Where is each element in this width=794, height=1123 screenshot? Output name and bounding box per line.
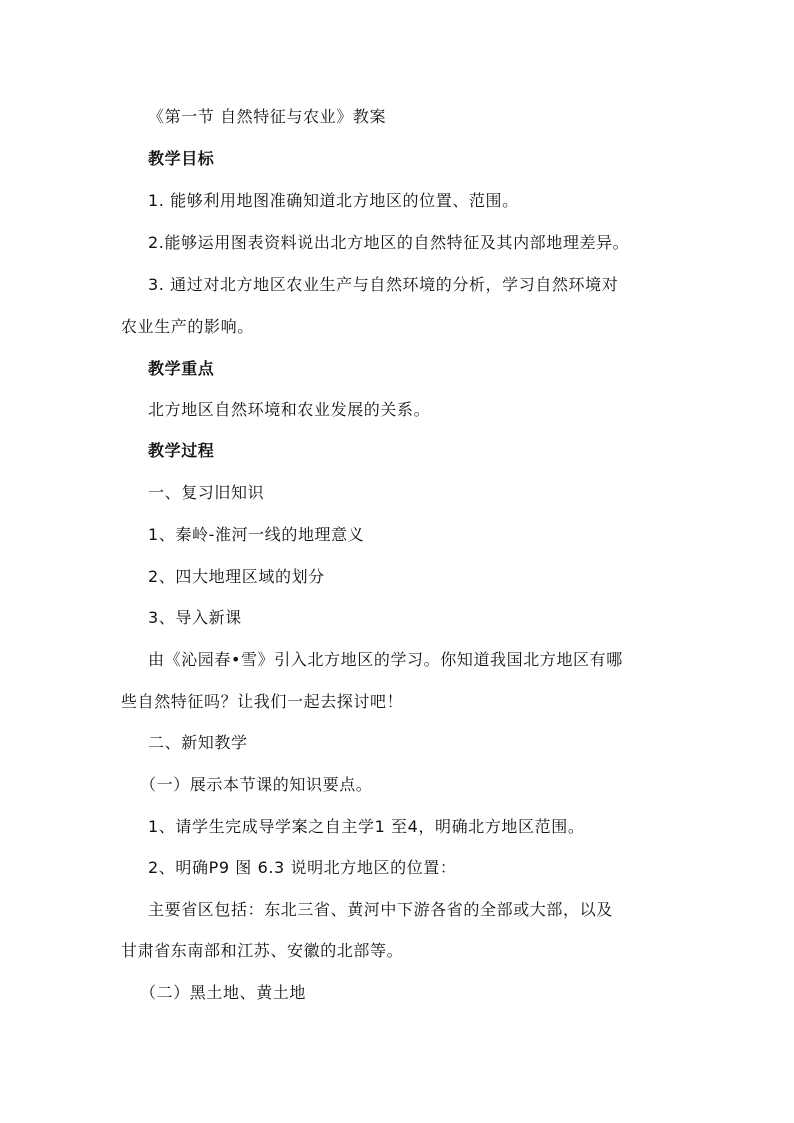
objective-item-1: 1. 能够利用地图准确知道北方地区的位置、范围。 (148, 191, 519, 210)
heading-process: 教学过程 (148, 441, 215, 460)
intro-paragraph-line-2: 些自然特征吗？让我们一起去探讨吧！ (121, 692, 404, 711)
objective-item-2: 2.能够运用图表资料说出北方地区的自然特征及其内部地理差异。 (148, 233, 630, 252)
step-item-2: 2、明确P9 图 6.3 说明北方地区的位置： (148, 858, 457, 877)
provinces-paragraph-line-1: 主要省区包括：东北三省、黄河中下游各省的全部或大部，以及 (148, 900, 613, 919)
intro-paragraph-line-1: 由《沁园春•雪》引入北方地区的学习。你知道我国北方地区有哪 (148, 650, 623, 669)
section-2-heading: 二、新知教学 (148, 733, 248, 752)
step-item-1: 1、请学生完成导学案之自主学1 至4，明确北方地区范围。 (148, 817, 585, 836)
review-item-1: 1、秦岭-淮河一线的地理意义 (148, 525, 365, 544)
objective-item-3-line-1: 3. 通过对北方地区农业生产与自然环境的分析，学习自然环境对 (148, 275, 619, 294)
heading-key-points: 教学重点 (148, 359, 215, 378)
section-1-heading: 一、复习旧知识 (148, 483, 265, 502)
objective-item-3-line-2: 农业生产的影响。 (121, 317, 254, 336)
review-item-3: 3、导入新课 (148, 608, 242, 627)
subsection-2-heading: （二）黑土地、黄土地 (140, 983, 307, 1002)
document-title: 《第一节 自然特征与农业》教案 (148, 107, 387, 126)
review-item-2: 2、四大地理区域的划分 (148, 567, 325, 586)
provinces-paragraph-line-2: 甘肃省东南部和江苏、安徽的北部等。 (121, 941, 404, 960)
subsection-1-heading: （一）展示本节课的知识要点。 (140, 775, 373, 794)
heading-objectives: 教学目标 (148, 149, 215, 168)
key-point-text: 北方地区自然环境和农业发展的关系。 (148, 400, 431, 419)
